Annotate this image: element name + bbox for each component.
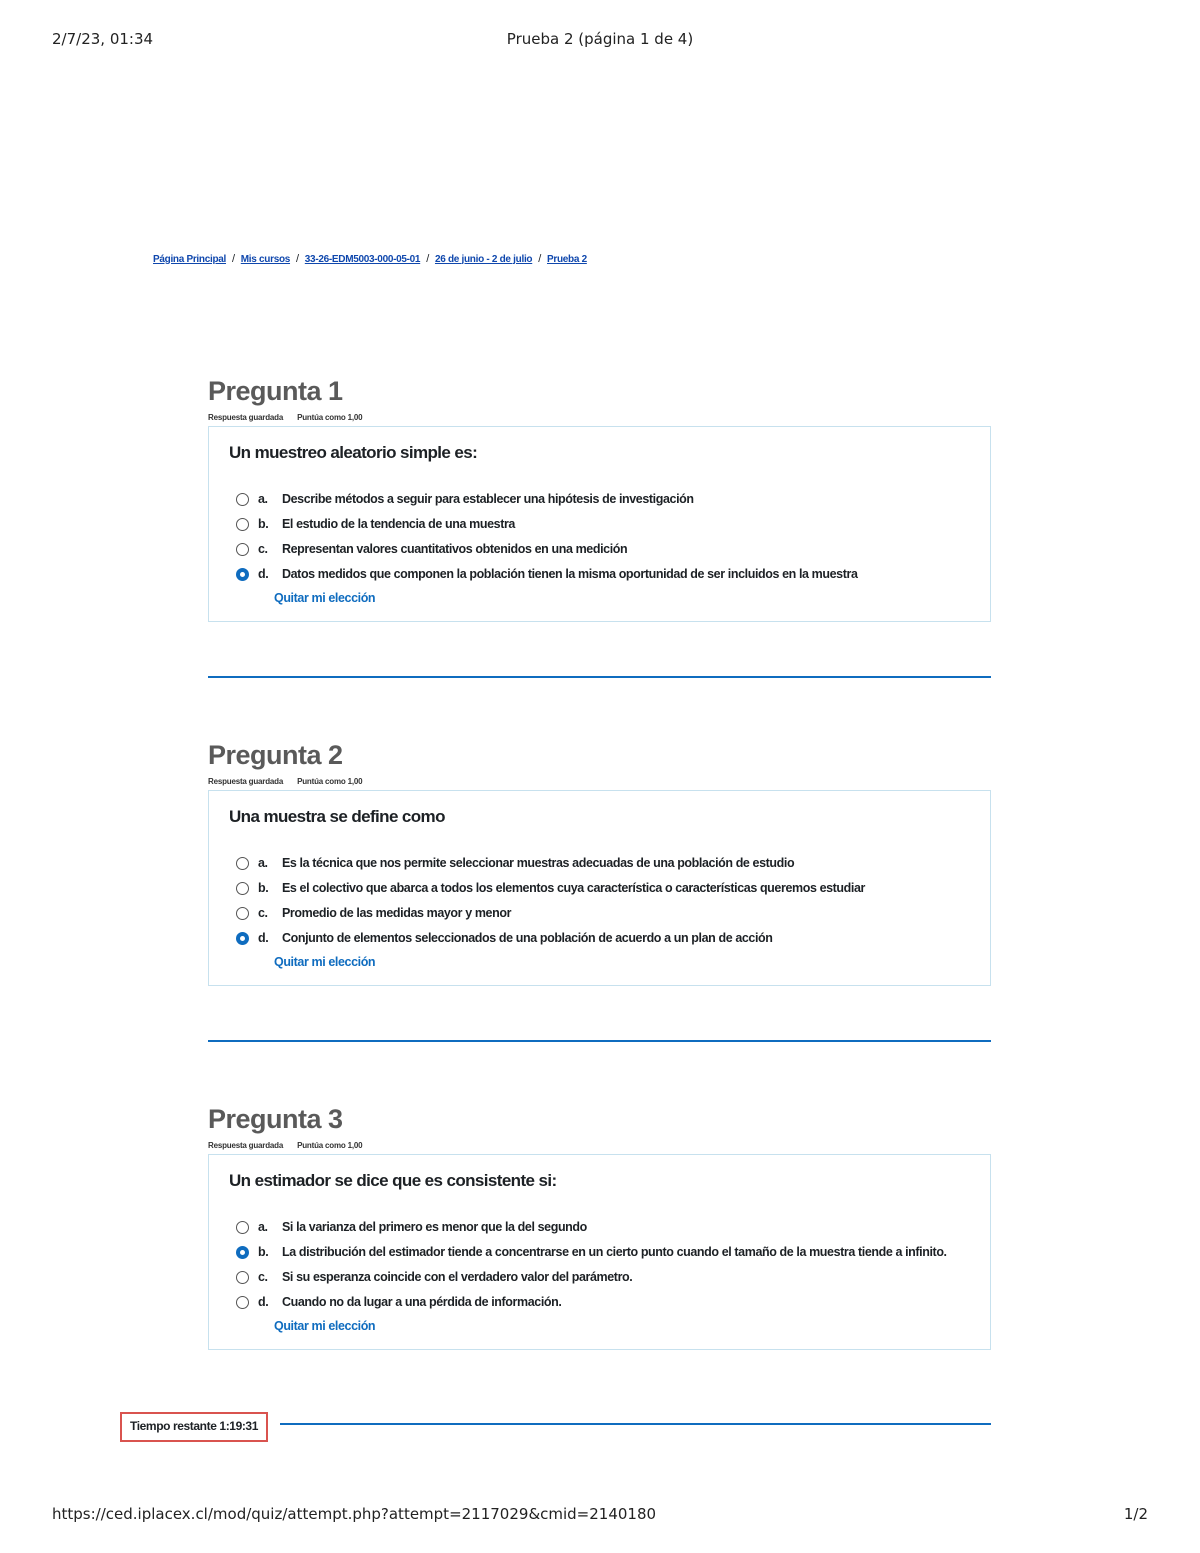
answer-option-b[interactable]: [229, 878, 970, 898]
time-remaining-label: Tiempo restante: [130, 1419, 217, 1433]
option-text: Es el colectivo que abarca a todos los elementos cuya característica o características queremos estudiar: [282, 881, 865, 895]
answer-option-a[interactable]: [229, 853, 970, 873]
clear-choice-link[interactable]: Quitar mi elección: [274, 1319, 376, 1333]
option-text: Cuando no da lugar a una pérdida de información.: [282, 1295, 562, 1309]
radio-button[interactable]: [236, 932, 249, 945]
option-letter: c.: [258, 1270, 268, 1284]
option-text: Promedio de las medidas mayor y menor: [282, 906, 512, 920]
radio-button[interactable]: [236, 543, 249, 556]
print-title: Prueba 2 (página 1 de 4): [506, 30, 694, 48]
answer-option-c[interactable]: [229, 1267, 970, 1287]
radio-button[interactable]: [236, 1296, 249, 1309]
option-letter: c.: [258, 906, 268, 920]
question-text: Una muestra se define como: [229, 807, 445, 826]
option-letter: d.: [258, 567, 269, 581]
question-status: Respuesta guardada: [208, 1141, 284, 1150]
print-page-number: 1/2: [1123, 1505, 1148, 1523]
question-1: [208, 376, 991, 622]
breadcrumb-course-link[interactable]: 33-26-EDM5003-000-05-01: [304, 253, 421, 265]
print-url: https://ced.iplacex.cl/mod/quiz/attempt.php?attempt=2117029&cmid=2140180: [52, 1505, 657, 1523]
option-text: Datos medidos que componen la población tienen la misma oportunidad de ser incluidos en la muestra: [282, 567, 858, 581]
question-content-box: [208, 790, 991, 986]
question-text: Un muestreo aleatorio simple es:: [229, 443, 478, 462]
option-letter: a.: [258, 856, 268, 870]
option-text: Conjunto de elementos seleccionados de una población de acuerdo a un plan de acción: [282, 931, 773, 945]
timer-divider: [280, 1423, 991, 1425]
breadcrumb-separator: /: [232, 253, 235, 265]
print-header: [0, 30, 1200, 50]
answer-option-c[interactable]: [229, 539, 970, 559]
answer-option-b[interactable]: [229, 1242, 970, 1262]
question-content-box: [208, 1154, 991, 1350]
question-points: Puntúa como 1,00: [297, 777, 363, 786]
question-title: Pregunta 1: [208, 376, 343, 406]
question-3: [208, 1104, 991, 1350]
radio-button[interactable]: [236, 493, 249, 506]
print-footer: [0, 1505, 1200, 1525]
radio-button[interactable]: [236, 1221, 249, 1234]
option-letter: b.: [258, 1245, 269, 1259]
question-info: [208, 1141, 991, 1151]
breadcrumb-quiz-link[interactable]: Prueba 2: [547, 253, 587, 265]
clear-choice-link[interactable]: Quitar mi elección: [274, 955, 376, 969]
answer-option-d[interactable]: [229, 1292, 970, 1312]
question-info: [208, 413, 991, 423]
answer-option-d[interactable]: [229, 564, 970, 584]
option-text: Si su esperanza coincide con el verdadero valor del parámetro.: [282, 1270, 633, 1284]
option-letter: a.: [258, 1220, 268, 1234]
option-letter: b.: [258, 881, 269, 895]
radio-button[interactable]: [236, 568, 249, 581]
question-text: Un estimador se dice que es consistente si:: [229, 1171, 557, 1190]
print-date: 2/7/23, 01:34: [52, 30, 154, 48]
radio-button[interactable]: [236, 882, 249, 895]
question-points: Puntúa como 1,00: [297, 1141, 363, 1150]
breadcrumb-home-link[interactable]: Página Principal: [153, 253, 227, 265]
radio-button[interactable]: [236, 1246, 249, 1259]
radio-button[interactable]: [236, 907, 249, 920]
answer-option-c[interactable]: [229, 903, 970, 923]
breadcrumb: [153, 253, 587, 265]
question-info: [208, 777, 991, 787]
question-divider: [208, 1040, 991, 1042]
option-text: Si la varianza del primero es menor que la del segundo: [282, 1220, 587, 1234]
question-divider: [208, 676, 991, 678]
answer-option-a[interactable]: [229, 489, 970, 509]
answer-option-a[interactable]: [229, 1217, 970, 1237]
option-text: El estudio de la tendencia de una muestra: [282, 517, 515, 531]
question-title: Pregunta 3: [208, 1104, 343, 1134]
question-2: [208, 740, 991, 986]
option-letter: c.: [258, 542, 268, 556]
question-content-box: [208, 426, 991, 622]
option-letter: d.: [258, 931, 269, 945]
breadcrumb-separator: /: [296, 253, 299, 265]
question-status: Respuesta guardada: [208, 413, 284, 422]
option-letter: a.: [258, 492, 268, 506]
radio-button[interactable]: [236, 1271, 249, 1284]
question-title: Pregunta 2: [208, 740, 343, 770]
breadcrumb-separator: /: [538, 253, 541, 265]
option-text: La distribución del estimador tiende a concentrarse en un cierto punto cuando el tamaño de la muestra tiende a infinito.: [282, 1245, 947, 1259]
option-text: Es la técnica que nos permite seleccionar muestras adecuadas de una población de estudio: [282, 856, 795, 870]
option-letter: d.: [258, 1295, 269, 1309]
question-status: Respuesta guardada: [208, 777, 284, 786]
question-points: Puntúa como 1,00: [297, 413, 363, 422]
breadcrumb-week-link[interactable]: 26 de junio - 2 de julio: [434, 253, 533, 265]
breadcrumb-my-courses-link[interactable]: Mis cursos: [240, 253, 291, 265]
option-letter: b.: [258, 517, 269, 531]
option-text: Describe métodos a seguir para establecer una hipótesis de investigación: [282, 492, 694, 506]
time-remaining-box: [120, 1412, 268, 1442]
clear-choice-link[interactable]: Quitar mi elección: [274, 591, 376, 605]
radio-button[interactable]: [236, 857, 249, 870]
answer-option-b[interactable]: [229, 514, 970, 534]
radio-button[interactable]: [236, 518, 249, 531]
breadcrumb-separator: /: [426, 253, 429, 265]
time-remaining-value: 1:19:31: [219, 1419, 258, 1433]
option-text: Representan valores cuantitativos obtenidos en una medición: [282, 542, 628, 556]
answer-option-d[interactable]: [229, 928, 970, 948]
